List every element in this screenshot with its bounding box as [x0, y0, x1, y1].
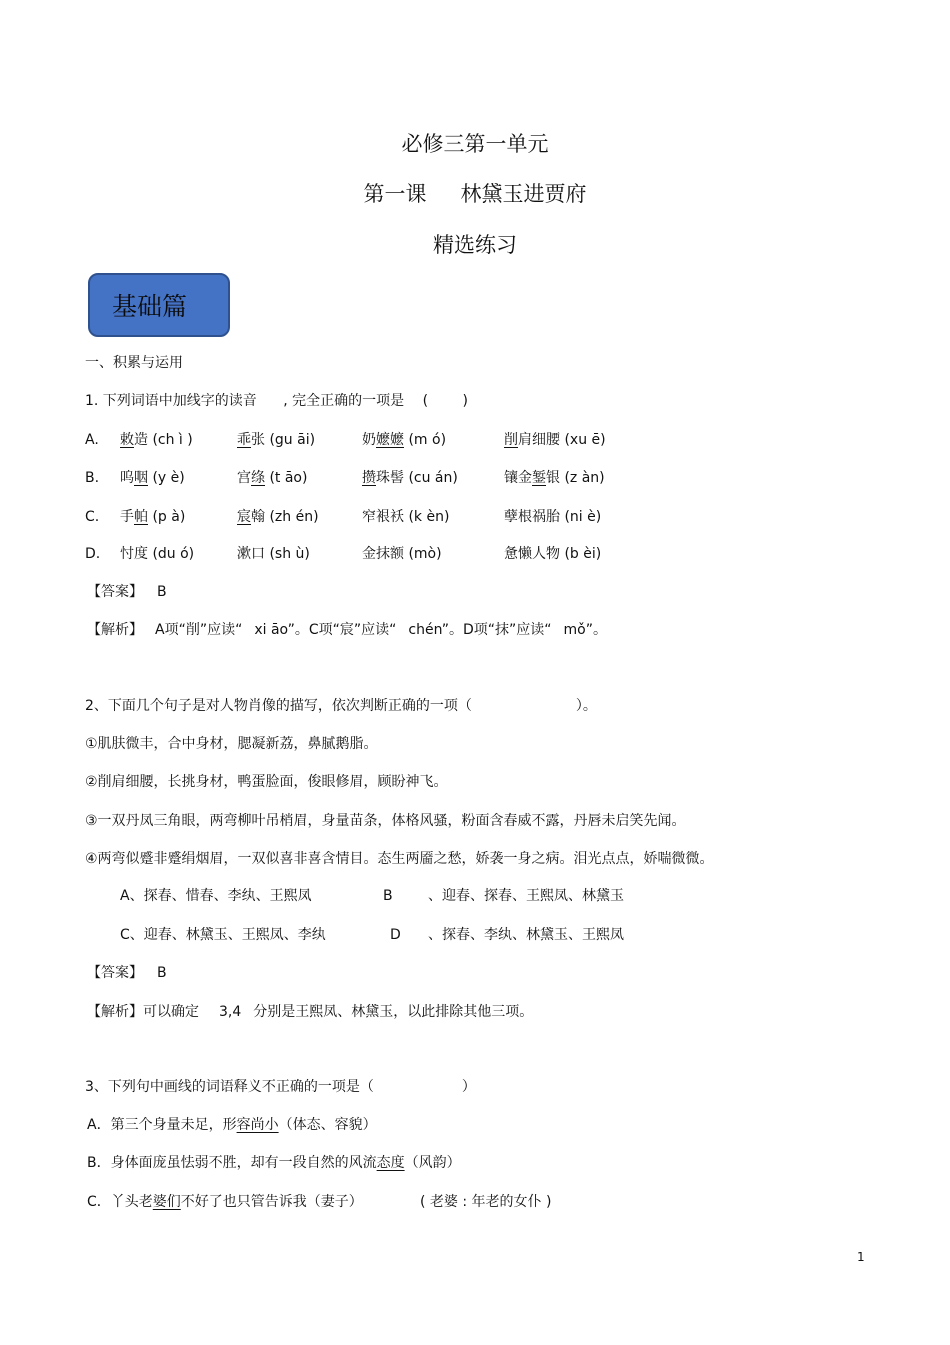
q1-option-text: 漱口 (sh ù)	[237, 546, 310, 562]
q1-option-label: D.	[85, 546, 101, 562]
q1-option-text: 银 (z àn)	[546, 470, 605, 486]
q2-stem-b: ）。	[575, 698, 597, 714]
q1-option-underlined-char: 绦	[251, 470, 265, 486]
section-heading: 一、积累与运用	[85, 355, 183, 371]
q1-option-underlined-char: 錾	[532, 470, 546, 486]
q1-analysis-part: A项“削”应读“	[155, 622, 243, 638]
q1-option-underlined-char: 敕	[120, 432, 134, 448]
q1-option-item	[120, 508, 185, 526]
q1-option-text: 窄裉袄 (k èn)	[362, 509, 450, 525]
q1-option-label: A.	[85, 432, 99, 448]
q3-option-c-gloss: 不好了也只管告诉我（妻子）	[180, 1194, 363, 1210]
q3-option-a	[87, 1116, 377, 1134]
q2-analysis-text: 3,4	[219, 1004, 242, 1020]
q2-option-d: 、探春、李纨、林黛玉、王熙凤	[428, 927, 624, 943]
q3-stem-b: ）	[461, 1079, 476, 1095]
q1-option-text: (p à)	[148, 509, 186, 525]
q1-answer-label: 【答案】	[87, 584, 143, 600]
q1-option-text: (y è)	[148, 470, 185, 486]
q2-sentence-4: ④两弯似蹙非蹙绢烟眉，一双似喜非喜含情目。态生两靥之愁，娇袭一身之病。泪光点点，娇喘微微。	[85, 851, 714, 867]
q1-option-item	[362, 508, 449, 526]
q1-option-text: 张 (gu āi)	[251, 432, 316, 448]
q1-option-item	[504, 431, 606, 449]
q1-answer-value: B	[157, 584, 167, 600]
q1-option-underlined-char: 削	[504, 432, 518, 448]
q2-answer-value: B	[157, 965, 167, 981]
q1-stem-a: 1. 下列词语中加线字的读音	[85, 393, 257, 409]
q1-option-label: B.	[85, 470, 100, 486]
q1-option-item	[504, 508, 601, 526]
q1-option-item	[120, 469, 185, 487]
q1-option-item	[504, 469, 605, 487]
title-lesson	[0, 178, 950, 208]
q1-option-item	[362, 545, 442, 563]
q3-stem-a: 3、下列句中画线的词语释义不正确的一项是（	[85, 1079, 374, 1095]
q2-option-a: A、探春、惜春、李纨、王熙凤	[120, 888, 312, 904]
q3-option-b-gloss: （风韵）	[404, 1155, 461, 1171]
q2-analysis	[87, 1003, 533, 1021]
q1-option-item	[362, 469, 458, 487]
q1-option-text: 奶	[362, 432, 376, 448]
q3-option-a-underlined: 容尚小	[236, 1117, 279, 1133]
q1-analysis-part: ”。	[585, 622, 607, 638]
q3-option-c-underlined: 婆们	[152, 1194, 181, 1210]
q2-option-d-label: D	[390, 927, 401, 943]
q1-option-item	[362, 431, 446, 449]
q2-stem	[85, 697, 597, 715]
page-number: 1	[857, 1250, 865, 1264]
q1-option-underlined-char: 帕	[134, 509, 148, 525]
q1-option-text: 肩细腰 (xu ē)	[518, 432, 606, 448]
q1-option-item	[237, 469, 307, 487]
q1-stem-d: )	[462, 393, 469, 409]
q1-option-text: 造 (ch ì )	[134, 432, 193, 448]
q1-option-underlined-char: 攒	[362, 470, 376, 486]
q1-option-text: (m ó)	[404, 432, 447, 448]
q2-stem-a: 2、下面几个句子是对人物肖像的描写，依次判断正确的一项（	[85, 698, 472, 714]
q1-option-text: (t āo)	[265, 470, 308, 486]
title-lesson-number: 第一课	[363, 182, 427, 206]
q2-answer-label: 【答案】	[87, 965, 143, 981]
q1-option-text: 翰 (zh én)	[251, 509, 319, 525]
q3-option-a-gloss: （体态、容貌）	[278, 1117, 377, 1133]
title-sub: 精选练习	[433, 233, 517, 257]
q2-analysis-text: 分别是王熙凤、林黛玉，以此排除其他三项。	[253, 1004, 534, 1020]
q1-option-underlined-char: 乖	[237, 432, 251, 448]
q3-option-c	[87, 1193, 363, 1211]
q1-analysis-part: ”。D项“抹”应读“	[441, 622, 552, 638]
q3-option-c-text: C．丫头老	[87, 1194, 153, 1210]
q1-stem	[85, 392, 468, 410]
q1-option-item	[237, 508, 319, 526]
title-lesson-name: 林黛玉进贾府	[460, 182, 587, 206]
q3-option-c-note: ( 老婆 : 年老的女仆 )	[420, 1194, 552, 1210]
q3-stem	[85, 1078, 476, 1096]
q1-option-item	[504, 545, 601, 563]
q3-option-a-text: A．第三个身量未足，形	[87, 1117, 237, 1133]
q1-analysis	[87, 621, 607, 639]
q2-sentence-1: ①肌肤微丰，合中身材，腮凝新荔，鼻腻鹅脂。	[85, 736, 378, 752]
q1-stem-b: , 完全正确的一项是	[283, 393, 405, 409]
q1-option-underlined-char: 宸	[237, 509, 251, 525]
q1-option-text: 珠髻 (cu án)	[376, 470, 458, 486]
q2-option-b: 、迎春、探春、王熙凤、林黛玉	[428, 888, 624, 904]
q1-analysis-part: chén	[408, 622, 442, 638]
q1-option-item	[237, 545, 310, 563]
q1-analysis-part: xi āo	[254, 622, 288, 638]
q1-option-text: 惫懒人物 (b èi)	[504, 546, 602, 562]
q1-stem-c: (	[422, 393, 429, 409]
q1-option-underlined-char: 嬷嬷	[376, 432, 404, 448]
q3-option-b-underlined: 态度	[376, 1155, 405, 1171]
q1-option-text: 孽根祸胎 (ni è)	[504, 509, 602, 525]
q2-sentence-3: ③一双丹凤三角眼，两弯柳叶吊梢眉，身量苗条，体格风骚，粉面含春威不露，丹唇未启笑先闻。	[85, 813, 686, 829]
q3-option-b-text: B．身体面庞虽怯弱不胜，却有一段自然的风流	[87, 1155, 377, 1171]
q1-option-text: 忖度 (du ó)	[120, 546, 195, 562]
q1-option-text: 宫	[237, 470, 251, 486]
q1-option-item	[237, 431, 315, 449]
q1-analysis-part: ”。C项“宸”应读“	[287, 622, 397, 638]
q1-option-text: 呜	[120, 470, 134, 486]
q1-analysis-label: 【解析】	[87, 622, 143, 638]
q2-option-c: C、迎春、林黛玉、王熙凤、李纨	[120, 927, 326, 943]
section-badge-label: 基础篇	[112, 292, 188, 321]
q1-option-underlined-char: 咽	[134, 470, 148, 486]
q2-option-b-label: B	[383, 888, 393, 904]
q1-option-text: 手	[120, 509, 134, 525]
q1-answer	[87, 583, 167, 601]
section-badge	[88, 273, 230, 337]
q1-option-text: 金抹额 (mò)	[362, 546, 442, 562]
q1-option-label: C.	[85, 509, 100, 525]
title-main: 必修三第一单元	[401, 132, 549, 156]
q3-option-b	[87, 1154, 461, 1172]
q2-sentence-2: ②削肩细腰，长挑身材，鸭蛋脸面，俊眼修眉，顾盼神飞。	[85, 774, 448, 790]
q2-answer	[87, 964, 167, 982]
q1-option-text: 镶金	[504, 470, 532, 486]
q1-option-item	[120, 545, 194, 563]
q1-analysis-part: mǒ	[563, 622, 586, 638]
q1-option-item	[120, 431, 193, 449]
q2-analysis-text: 【解析】可以确定	[87, 1004, 199, 1020]
